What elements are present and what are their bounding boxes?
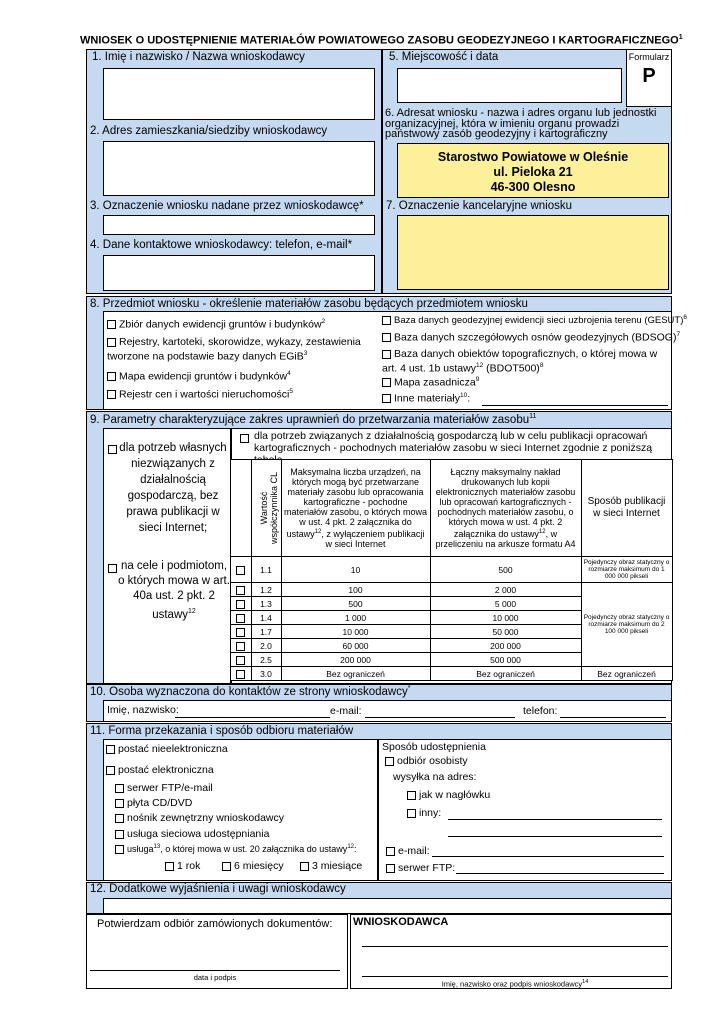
- section-10-title: [90, 685, 410, 698]
- checkbox-inne[interactable]: [382, 394, 391, 403]
- checkbox-prices[interactable]: [107, 390, 116, 399]
- checkbox-3-months[interactable]: [300, 862, 309, 871]
- checkbox-cl-1-7[interactable]: [236, 628, 245, 637]
- cd-label: płyta CD/DVD: [127, 797, 193, 809]
- section-1-label: 1. Imię i nazwisko / Nazwa wnioskodawcy: [92, 51, 305, 63]
- s8-option-registers[interactable]: [107, 336, 377, 363]
- electronic-label: postać elektroniczna: [118, 764, 214, 776]
- s8-option-egib[interactable]: [107, 318, 325, 331]
- section-11-title: 11. Forma przekazania i sposób odbioru materiałów: [90, 725, 354, 737]
- s8-option-inne[interactable]: [382, 392, 470, 405]
- contact-email-line[interactable]: [365, 717, 515, 718]
- office-reference-field: [397, 215, 669, 290]
- row-checkbox-cell[interactable]: [231, 557, 251, 583]
- s8-option-map-egib[interactable]: [107, 370, 291, 383]
- other-address-line-1[interactable]: [448, 819, 662, 820]
- s8-inne-label: Inne materiały: [394, 392, 460, 405]
- opt-header-address[interactable]: [407, 789, 490, 801]
- row-max: Bez ograniczeń: [281, 667, 430, 681]
- row-checkbox-cell[interactable]: [231, 625, 251, 639]
- section-8-title: 8. Przedmiot wniosku - określenie materiałów zasobu będących przedmiotem wniosku: [90, 298, 528, 310]
- contact-name-label: Imię, nazwisko:: [107, 704, 179, 716]
- formularz-code: P: [642, 65, 656, 87]
- delivery-email-label: e-mail:: [398, 845, 430, 857]
- opt-service[interactable]: [115, 844, 357, 854]
- applicant-contact-field[interactable]: [103, 255, 375, 291]
- row-naklad: 5 000: [430, 597, 581, 611]
- opt-ftp-email[interactable]: [115, 782, 213, 794]
- th-cl: [251, 460, 281, 557]
- checkbox-ftp-email[interactable]: [115, 784, 124, 793]
- s8-registers-label: Rejestry, kartoteki, skorowidze, wykazy, zestawienia tworzone na podstawie bazy danych EGiB: [107, 336, 361, 363]
- row-naklad: 500: [430, 557, 581, 583]
- row-cl: 2.0: [251, 639, 281, 653]
- checkbox-commercial[interactable]: [240, 434, 249, 443]
- row-cl: 1.3: [251, 597, 281, 611]
- checkbox-map-egib[interactable]: [107, 372, 116, 381]
- checkbox-bdsog[interactable]: [382, 333, 391, 342]
- shipping-label: wysyłka na adres:: [393, 771, 477, 783]
- title-text: WNIOSEK O UDOSTĘPNIENIE MATERIAŁÓW POWIATOWEGO ZASOBU GEODEZYJNEGO I KARTOGRAFICZNEGO: [80, 34, 679, 47]
- row-pub: Bez ograniczeń: [581, 667, 672, 681]
- th-naklad: [430, 460, 581, 557]
- checkbox-nonelectronic[interactable]: [106, 745, 115, 754]
- delivery-email-line[interactable]: [432, 856, 664, 857]
- service-end: :: [354, 844, 357, 854]
- table-row: [231, 667, 672, 681]
- other-address-line-2[interactable]: [448, 836, 662, 837]
- row-pub: Pojedynczy obraz statyczny o rozmiarze maksimum do 1 000 000 pikseli: [581, 557, 672, 583]
- s8-registers-sup: 3: [303, 350, 308, 357]
- row-max: 10 000: [281, 625, 430, 639]
- s8-map-egib-label: Mapa ewidencji gruntów i budynków: [119, 370, 288, 383]
- receipt-label: Potwierdzam odbiór zamówionych dokumentów:: [97, 918, 333, 930]
- opt-cd[interactable]: [115, 797, 192, 809]
- table-row: [231, 583, 672, 597]
- section-12-title: 12. Dodatkowe wyjaśnienia i uwagi wnioskodawcy: [90, 883, 346, 895]
- formularz-label: Formularz: [628, 52, 670, 62]
- s8-inne-sup: 10: [459, 392, 468, 399]
- row-cl: 1.4: [251, 611, 281, 625]
- s8-bdot-sup: 12: [475, 362, 484, 369]
- s8-option-mapa-zasadnicza[interactable]: [382, 376, 479, 389]
- th-max-text: Maksymalna liczba urządzeń, na których mogą być przetwarzane materiały zasobu lub opracowania kartograficzne - pochodne materiałów zasobu, o których mowa w ust. 4 pkt. 2 załącznika do ustawy: [283, 467, 428, 539]
- section-4-label: 4. Dane kontaktowe wnioskodawcy: telefon, e-mail*: [90, 239, 353, 251]
- checkbox-mapa-zasadnicza[interactable]: [382, 378, 391, 387]
- s10-body: [103, 700, 672, 722]
- row-naklad: 50 000: [430, 625, 581, 639]
- s8-bdot-label: Baza danych obiektów topograficznych, o której mowa w art. 4 ust. 1b ustawy: [382, 348, 658, 375]
- th-max: [281, 460, 430, 557]
- checkbox-header-address[interactable]: [407, 791, 416, 800]
- service-sup2: 12: [347, 844, 354, 850]
- checkbox-cl-1-4[interactable]: [236, 614, 245, 623]
- addressee-line-1: Starostwo Powiatowe w Oleśnie: [437, 150, 629, 164]
- checkbox-registers[interactable]: [107, 338, 116, 347]
- checkbox-other-address[interactable]: [407, 809, 416, 818]
- checkbox-external-media[interactable]: [115, 814, 124, 823]
- s8-option-bdot[interactable]: [382, 348, 672, 375]
- personal-pickup-label: odbiór osobisty: [397, 755, 468, 767]
- applicant-sign-sup: 14: [582, 979, 589, 985]
- th-naklad-tail: , w przeliczeniu na arkusze formatu A4: [435, 529, 576, 549]
- opt-network-service[interactable]: [115, 828, 269, 840]
- row-max: 10: [281, 557, 430, 583]
- service-label: usługa: [127, 844, 154, 854]
- row-cl: 1.1: [251, 557, 281, 583]
- s9-title-text: 9. Parametry charakteryzujące zakres uprawnień do przetwarzania materiałów zasobu: [90, 413, 530, 426]
- section-2-label: 2. Adres zamieszkania/siedziby wnioskodawcy: [90, 125, 328, 137]
- section-7-label: 7. Oznaczenie kancelaryjne wniosku: [386, 200, 573, 212]
- row-naklad: 500 000: [430, 653, 581, 667]
- opt-nonelectronic[interactable]: [106, 743, 228, 755]
- checkbox-1-year[interactable]: [165, 862, 174, 871]
- s9-art40a-label: na cele i podmiotom, o których mowa w art. 40a ust. 2 pkt. 2 ustawy: [118, 560, 230, 621]
- contact-name-line[interactable]: [175, 717, 330, 718]
- checkbox-personal-pickup[interactable]: [385, 757, 394, 766]
- row-naklad: 10 000: [430, 611, 581, 625]
- s8-map-egib-sup: 4: [287, 370, 291, 377]
- remarks-field[interactable]: [103, 898, 672, 914]
- receipt-date-sign-label: data i podpis: [193, 973, 237, 982]
- service-sup: 13: [153, 844, 161, 850]
- opt-3-months[interactable]: [300, 860, 362, 872]
- checkbox-gesut[interactable]: [382, 316, 391, 325]
- s9-art40a-text: [118, 559, 230, 623]
- 1-year-label: 1 rok: [177, 860, 201, 872]
- s8-prices-label: Rejestr cen i wartości nieruchomości: [119, 388, 290, 401]
- nonelectronic-label: postać nieelektroniczna: [118, 743, 228, 755]
- 3-months-label: 3 miesiące: [312, 860, 363, 872]
- s8-inne-tail: :: [467, 392, 471, 405]
- th-max-sup: 12: [314, 529, 322, 535]
- row-max: 100: [281, 583, 430, 597]
- th-cl-text: Wartość współczynnika CL: [258, 471, 279, 545]
- opt-electronic[interactable]: [106, 764, 214, 776]
- delivery-method-label: Sposób udostępnienia: [382, 741, 486, 753]
- row-checkbox-cell[interactable]: [231, 583, 251, 597]
- applicant-address-field[interactable]: [103, 141, 375, 196]
- s8-bdsog-label: Baza danych szczegółowych osnów geodezyjnych (BDSOG): [394, 331, 677, 344]
- checkbox-cl-2-0[interactable]: [236, 642, 245, 651]
- applicant-name-field[interactable]: [103, 68, 375, 120]
- delivery-ftp-line[interactable]: [456, 873, 664, 874]
- addressee-box: [397, 143, 669, 198]
- row-naklad: 2 000: [430, 583, 581, 597]
- 6-months-label: 6 miesięcy: [234, 860, 284, 872]
- row-checkbox-cell[interactable]: [231, 611, 251, 625]
- opt-6-months[interactable]: [222, 860, 284, 872]
- row-max: 1 000: [281, 611, 430, 625]
- s9-title-sup: 11: [529, 413, 537, 420]
- opt-personal-pickup[interactable]: [385, 755, 468, 767]
- checkbox-bdot[interactable]: [382, 350, 391, 359]
- checkbox-cd[interactable]: [115, 799, 124, 808]
- s8-egib-sup: 2: [321, 318, 326, 325]
- s8-gesut-sup: 6: [683, 314, 687, 321]
- section-6-label: 6. Adresat wniosku - nazwa i adres organu lub jednostki organizacyjnej, która w imieniu organu prowadzi państwowy zasób geodezyjny i kartograficzny: [385, 107, 657, 140]
- checkbox-cl-1-1[interactable]: [236, 566, 245, 575]
- s8-option-prices[interactable]: [107, 388, 293, 401]
- row-max: 200 000: [281, 653, 430, 667]
- row-checkbox-cell[interactable]: [231, 653, 251, 667]
- table-row: [231, 557, 672, 583]
- s9-commercial-text: dla potrzeb związanych z działalnością gospodarczą lub w celu publikacji opracowań kartograficznych - pochodnych materiałów zasobu w sieci Internet zgodnie z poniższą: [254, 430, 653, 454]
- row-cl: 1.2: [251, 583, 281, 597]
- s8-inne-line[interactable]: [482, 405, 668, 406]
- checkbox-egib[interactable]: [107, 320, 116, 329]
- title-sup: 1: [678, 34, 683, 41]
- row-checkbox-cell[interactable]: [231, 639, 251, 653]
- applicant-sign-label: [362, 979, 668, 989]
- checkbox-cl-1-2[interactable]: [236, 586, 245, 595]
- s9-art40a-sup: 12: [188, 608, 196, 615]
- checkbox-cl-2-5[interactable]: [236, 656, 245, 665]
- checkbox-cl-3-0[interactable]: [236, 670, 245, 679]
- row-cl: 3.0: [251, 667, 281, 681]
- receipt-signature-line[interactable]: [90, 970, 340, 971]
- header-address-label: jak w nagłówku: [419, 789, 491, 801]
- row-pub: Pojedynczy obraz statyczny o rozmiarze maksimum do 2 100 000 pikseli: [581, 583, 672, 667]
- row-cl: 2.5: [251, 653, 281, 667]
- row-max: 500: [281, 597, 430, 611]
- opt-delivery-email[interactable]: [386, 845, 430, 857]
- opt-external-media[interactable]: [115, 812, 284, 824]
- s8-bdsog-sup: 7: [676, 331, 681, 338]
- th-naklad-sup: 12: [538, 529, 546, 535]
- section-5-label: 5. Miejscowość i data: [389, 51, 499, 63]
- applicant-sign-line-1[interactable]: [362, 946, 668, 947]
- th-max-tail: , z wyłączeniem publikacji w sieci Internet: [321, 529, 425, 549]
- row-checkbox-cell[interactable]: [231, 597, 251, 611]
- row-cl: 1.7: [251, 625, 281, 639]
- row-checkbox-cell[interactable]: [231, 667, 251, 681]
- s10-title-sup: *: [407, 685, 411, 692]
- opt-delivery-ftp[interactable]: [386, 862, 455, 874]
- checkbox-6-months[interactable]: [222, 862, 231, 871]
- contact-phone-line[interactable]: [560, 717, 666, 718]
- checkbox-art40a[interactable]: [108, 564, 117, 573]
- applicant-sign-line-2[interactable]: [362, 976, 668, 977]
- checkbox-delivery-email[interactable]: [386, 847, 395, 856]
- s9-own-needs-text: dla potrzeb własnych niezwiązanych z działalnością gospodarczą, bez prawa publikacji w sieci Internet;: [119, 442, 227, 534]
- s8-prices-sup: 5: [289, 388, 294, 395]
- network-service-label: usługa sieciowa udostępniania: [127, 828, 270, 840]
- applicant-sign-text: Imię, nazwisko oraz podpis wnioskodawcy: [441, 979, 583, 989]
- s8-bdot-sup2: 8: [539, 362, 544, 369]
- checkbox-electronic[interactable]: [106, 766, 115, 775]
- s8-bdot-tail: (BDOT500): [483, 362, 540, 375]
- applicant-sign-title: WNIOSKODAWCA: [353, 916, 449, 928]
- cl-table: [231, 459, 672, 681]
- opt-1-year[interactable]: [165, 860, 200, 872]
- s8-mapa-label: Mapa zasadnicza: [394, 376, 476, 389]
- section-3-label: 3. Oznaczenie wniosku nadane przez wnioskodawcę*: [90, 200, 364, 212]
- s8-egib-label: Zbiór danych ewidencji gruntów i budynków: [119, 318, 322, 331]
- ftp-email-label: serwer FTP/e-mail: [127, 782, 213, 794]
- addressee-line-3: 46-300 Olesno: [490, 180, 576, 194]
- checkbox-network-service[interactable]: [115, 830, 124, 839]
- checkbox-delivery-ftp[interactable]: [386, 864, 395, 873]
- checkbox-cl-1-3[interactable]: [236, 600, 245, 609]
- contact-phone-label: telefon:: [523, 705, 558, 717]
- s8-option-bdsog[interactable]: [382, 331, 680, 344]
- opt-other-address[interactable]: [407, 807, 441, 819]
- delivery-ftp-label: serwer FTP:: [398, 862, 456, 874]
- s8-gesut-label: Baza danych geodezyjnej ewidencji sieci uzbrojenia terenu (GESUT): [394, 315, 684, 327]
- external-media-label: nośnik zewnętrzny wnioskodawcy: [127, 812, 284, 824]
- service-tail: , o której mowa w ust. 20 załącznika do ustawy: [160, 844, 348, 854]
- th-pub: Sposób publikacji w sieci Internet: [581, 460, 672, 557]
- contact-email-label: e-mail:: [330, 705, 362, 717]
- place-date-field[interactable]: [397, 68, 622, 103]
- row-naklad: Bez ograniczeń: [430, 667, 581, 681]
- th-empty: [231, 460, 251, 557]
- s8-mapa-sup: 9: [475, 376, 480, 383]
- row-naklad: 200 000: [430, 639, 581, 653]
- formularz-box: [626, 49, 672, 107]
- s10-title-text: 10. Osoba wyznaczona do kontaktów ze strony wnioskodawcy: [90, 685, 408, 698]
- th-naklad-text: Łączny maksymalny nakład drukowanych lub kopii elektronicznych materiałów zasobu lub opracowań kartograficznych - pochodnych materiałów zasobu, o których mowa w ust. 4 pkt. 2 załącznika do ustawy: [435, 467, 576, 539]
- s8-option-gesut[interactable]: [382, 314, 687, 326]
- section-9-title: [90, 413, 536, 426]
- checkbox-service[interactable]: [115, 845, 124, 854]
- addressee-line-2: ul. Pieloka 21: [493, 165, 573, 179]
- page-title: [80, 34, 690, 47]
- applicant-reference-field[interactable]: [103, 215, 375, 235]
- row-max: 60 000: [281, 639, 430, 653]
- other-address-label: inny:: [419, 807, 442, 819]
- checkbox-own-needs[interactable]: [108, 445, 117, 454]
